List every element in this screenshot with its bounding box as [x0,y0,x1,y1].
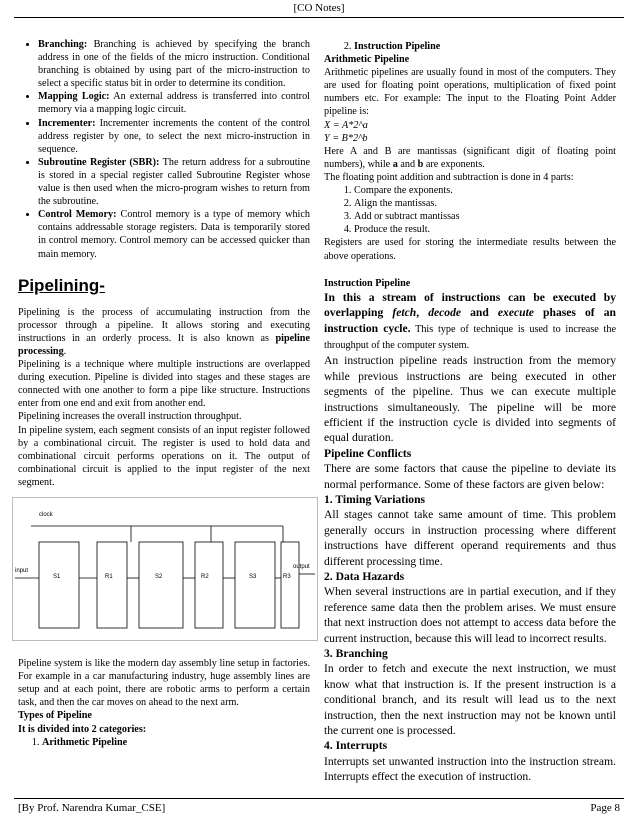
footer-rule [14,798,624,799]
list-item: 2. Instruction Pipeline [354,40,616,53]
list-item: 3. Add or subtract mantissas [354,210,616,223]
instruction-pipeline-text: In this a stream of instructions can be executed by overlapping fetch, decode and execute phases of an instruction cycle. This type of technique is used to increase the throughput of the computer system. [324,290,616,351]
svg-text:S2: S2 [155,574,163,580]
svg-text:S3: S3 [249,574,257,580]
equation-y: Y = B*2^b [324,132,368,144]
list-item: • Incrementer: Incrementer increments the content of the control address register by one, to select the next micro-instruction in sequence. [38,117,310,156]
timing-variations-text: All stages cannot take same amount of time. This problem generally occurs in instruction processing where different instructions have different operand requirements and thus different processing time. [324,508,616,568]
fp-intro: The floating point addition and subtraction is done in 4 parts: [324,171,574,183]
list-item: • Control Memory: Control memory is a type of memory which contains addressable storage registers. Data is temporarily stored in control memory. Control memory can be accessed quicker than main memory. [38,208,310,260]
micro-components-list [18,38,310,261]
stage-s3 [235,542,275,628]
svg-text:R1: R1 [105,574,113,580]
instruction-pipeline-heading: Instruction Pipeline [324,277,411,289]
left-column [15,38,311,749]
output-label: output [293,564,310,570]
svg-text:S1: S1 [53,574,61,580]
data-hazards-text: When several instructions are in partial execution, and if they reference same data then the problem arises. We must ensure that next instruction does not attempt to access data before the current instruction, because this will lead to incorrect results. [324,585,616,645]
page-header: [CO Notes] [293,2,345,14]
pipelining-definition: Pipelining is the process of accumulating instruction from the processor through a pipeline. It allows storing and executing instructions in an orderly process. It is also known as pipeline processing. [18,306,310,357]
assembly-line-text: Pipeline system is like the modern day assembly line setup in factories. For example in a car manufacturing industry, huge assembly lines are setup and at each point, there are robotic arms to perform a certain task, and then the car moves on ahead to the next arm. [18,658,310,709]
pipelining-title: Pipelining- [18,275,105,295]
register-r2 [195,542,223,628]
arithmetic-heading: Arithmetic Pipeline [324,54,410,66]
stage-s2 [139,542,183,628]
page-footer [18,802,620,814]
types-sub: It is divided into 2 categories: [18,723,147,735]
equation-x: X = A*2^a [324,119,368,131]
list-item: • Subroutine Register (SBR): The return address for a subroutine is stored in a special register called Subroutine Register whose value is then used when the micro-program wishes to return from the subroutine. [38,156,310,208]
types-list-continued [324,40,616,53]
list-item: • Mapping Logic: An external address is transferred into control memory via a mapping logic circuit. [38,90,310,116]
instruction-pipeline-para2: An instruction pipeline reads instruction from the memory while previous instructions are being executed in other segments of the pipeline. Thus we can execute multiple instructions simultaneously. The pipeline will be more efficient if the instruction cycle is divided into segments of equal duration. [324,354,616,445]
mantissa-text: Here A and B are mantissas (significant digit of floating point numbers), while a and b are exponents. [324,145,616,170]
svg-text:R2: R2 [201,574,209,580]
input-label: input [15,568,29,574]
list-item: 1. Compare the exponents. [354,184,616,197]
clock-label: clock [39,512,53,518]
page-number: Page 8 [590,802,620,814]
list-item: 4. Produce the result. [354,223,616,236]
right-column [324,40,616,785]
register-r1 [97,542,127,628]
pipeline-segment-text: In pipeline system, each segment consists of an input register followed by a combinational circuit. The register is used to hold data and combinational circuit performs operations on it. The output of combinational circuit is applied to the input register of the next segment. [18,424,310,488]
branching-heading: 3. Branching [324,647,388,661]
list-item: 2. Align the mantissas. [354,197,616,210]
list-item: • Branching: Branching is achieved by specifying the branch address in one of the fields of the micro instruction. Conditional branching is obtained by using part of the micro-instruction to select a specific status bit in order to determine its condition. [38,38,310,90]
branching-text: In order to fetch and execute the next instruction, we must know what that instruction is. If the present instruction is a conditional branch, and its result will lead us to the next instruction, then the next instruction may not be known until the current one is processed. [324,662,616,738]
arithmetic-text: Arithmetic pipelines are usually found in most of the computers. They are used for floating point operations, multiplication of fixed point numbers etc. For example: The input to the Floating Point Adder pipeline is: [324,67,616,118]
stage-s1 [39,542,79,628]
timing-variations-heading: 1. Timing Variations [324,492,426,506]
list-item: 1. Arithmetic Pipeline [42,736,310,749]
types-list [18,736,310,749]
register-r3 [281,542,299,628]
interrupts-text: Interrupts set unwanted instruction into the instruction stream. Interrupts effect the execution of instruction. [324,754,616,784]
svg-text:R3: R3 [283,574,291,580]
interrupts-heading: 4. Interrupts [324,739,388,753]
registers-text: Registers are used for storing the intermediate results between the above operations. [324,237,616,262]
fp-steps-list [324,184,616,236]
pipeline-diagram [12,497,318,641]
conflicts-heading: Pipeline Conflicts [324,446,412,460]
data-hazards-heading: 2. Data Hazards [324,570,405,583]
footer-author: [By Prof. Narendra Kumar_CSE] [18,802,166,814]
conflicts-text: There are some factors that cause the pipeline to deviate its normal performance. Some of these factors are given below: [324,462,616,491]
pipelining-technique: Pipelining is a technique where multiple instructions are overlapped during execution. Pipeline is divided into stages and these stages are connected with one another to form a pipe like structure. Instructions enter from one end and exit from another end. [18,359,310,410]
header-rule [14,17,624,18]
pipelining-throughput: Pipelining increases the overall instruction throughput. [18,411,242,423]
types-heading: Types of Pipeline [18,710,92,722]
